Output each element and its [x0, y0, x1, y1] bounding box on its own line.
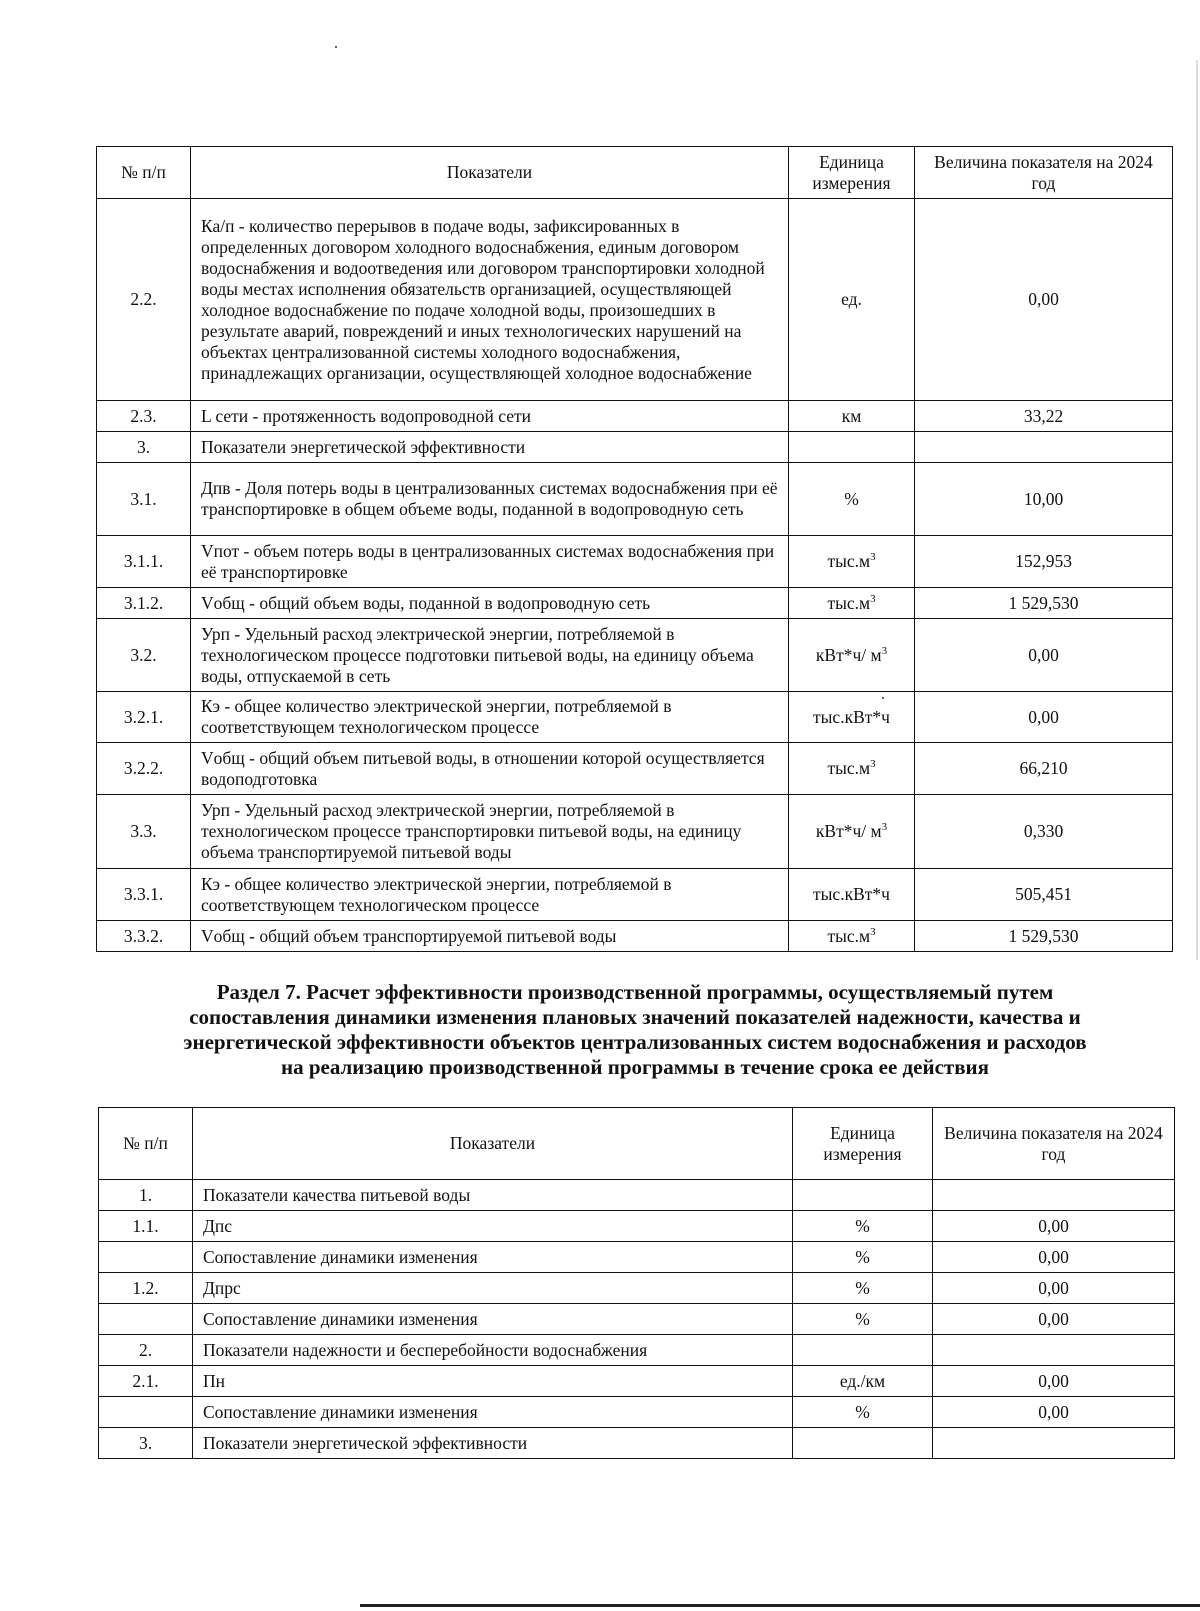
row-value: 10,00	[915, 463, 1173, 536]
row-text: Показатели надежности и бесперебойности водоснабжения	[193, 1335, 793, 1366]
row-num: 3.	[99, 1428, 193, 1459]
efficiency-table	[98, 1107, 1175, 1459]
row-text: Vобщ - общий объем питьевой воды, в отношении которой осуществляется водоподготовка	[191, 743, 789, 795]
row-text: Кэ - общее количество электрической энергии, потребляемой в соответствующем технологическом процессе	[191, 869, 789, 921]
row-unit	[793, 1180, 933, 1211]
header-num: № п/п	[99, 1108, 193, 1180]
row-value: 33,22	[915, 401, 1173, 432]
unit-sup: 3	[870, 758, 876, 771]
row-unit	[789, 692, 915, 743]
unit-sup: 3	[870, 551, 876, 564]
unit-text: тыс.м	[827, 925, 871, 946]
header-num: № п/п	[97, 147, 191, 199]
row-num	[99, 1304, 193, 1335]
row-value: 0,00	[915, 619, 1173, 692]
table-row	[99, 1304, 1175, 1335]
row-num: 3.2.	[97, 619, 191, 692]
row-text: Сопоставление динамики изменения	[193, 1397, 793, 1428]
unit-text: кВт*ч/ м	[815, 821, 882, 841]
row-num: 2.	[99, 1335, 193, 1366]
row-unit	[789, 869, 915, 921]
row-num: 3.	[97, 432, 191, 463]
row-num	[99, 1397, 193, 1428]
row-num: 3.2.1.	[97, 692, 191, 743]
row-value: 0,00	[933, 1242, 1175, 1273]
row-value: 0,00	[915, 199, 1173, 401]
table-row	[97, 869, 1173, 921]
row-value	[915, 432, 1173, 463]
row-value: 0,00	[933, 1366, 1175, 1397]
row-value: 0,00	[933, 1397, 1175, 1428]
row-text: Сопоставление динамики изменения	[193, 1304, 793, 1335]
table-row	[99, 1335, 1175, 1366]
row-value: 505,451	[915, 869, 1173, 921]
table-row	[99, 1211, 1175, 1242]
heading-line: Раздел 7. Расчет эффективности производственной программы, осуществляемый путем	[216, 980, 1054, 1004]
unit-text: тыс.м	[827, 758, 871, 778]
row-unit	[789, 921, 915, 952]
table-row	[97, 692, 1173, 743]
row-text: Показатели энергетической эффективности	[193, 1428, 793, 1459]
row-unit	[793, 1428, 933, 1459]
header-value: Величина показателя на 2024 год	[915, 147, 1173, 199]
table-row	[99, 1242, 1175, 1273]
row-num: 3.3.	[97, 795, 191, 869]
row-unit	[789, 795, 915, 869]
row-unit: %	[793, 1211, 933, 1242]
header-unit: Единица измерения	[789, 147, 915, 199]
row-unit	[789, 432, 915, 463]
row-text: Урп - Удельный расход электрической энергии, потребляемой в технологическом процессе подготовки питьевой воды, на единицу объема воды, отпускаемой в сеть	[191, 619, 789, 692]
table-row	[97, 199, 1173, 401]
table-row	[97, 432, 1173, 463]
unit-text: км	[841, 405, 862, 426]
row-unit: ед./км	[793, 1366, 933, 1397]
row-value	[933, 1180, 1175, 1211]
table-row	[97, 536, 1173, 588]
row-value: 0,00	[933, 1211, 1175, 1242]
row-text: Vобщ - общий объем воды, поданной в водопроводную сеть	[191, 588, 789, 619]
table-row	[97, 401, 1173, 432]
row-num: 3.1.2.	[97, 588, 191, 619]
row-text: Урп - Удельный расход электрической энергии, потребляемой в технологическом процессе транспортировки питьевой воды, на единицу объема транспортируемой питьевой воды	[191, 795, 789, 869]
header-indicator: Показатели	[191, 147, 789, 199]
row-text: Сопоставление динамики изменения	[193, 1242, 793, 1273]
row-text: Дпс	[193, 1211, 793, 1242]
row-unit	[789, 199, 915, 401]
row-unit	[789, 536, 915, 588]
row-text: Показатели качества питьевой воды	[193, 1180, 793, 1211]
row-value: 1 529,530	[915, 588, 1173, 619]
row-num: 3.1.	[97, 463, 191, 536]
scan-edge-shadow	[1196, 60, 1198, 960]
row-unit	[789, 619, 915, 692]
table-row	[97, 795, 1173, 869]
header-value: Величина показателя на 2024 год	[933, 1108, 1175, 1180]
row-unit	[789, 463, 915, 536]
row-unit	[789, 401, 915, 432]
table-row	[99, 1428, 1175, 1459]
row-unit: %	[793, 1273, 933, 1304]
row-num: 3.3.2.	[97, 921, 191, 952]
row-num: 3.1.1.	[97, 536, 191, 588]
heading-line: на реализацию производственной программы в течение срока ее действия	[280, 1055, 990, 1079]
indicators-table	[96, 146, 1173, 952]
row-text: Vобщ - общий объем транспортируемой питьевой воды	[191, 921, 789, 952]
row-value: 66,210	[915, 743, 1173, 795]
row-text: Кэ - общее количество электрической энергии, потребляемой в соответствующем технологическом процессе	[191, 692, 789, 743]
row-value: 0,00	[933, 1273, 1175, 1304]
table-row	[99, 1180, 1175, 1211]
table-row	[97, 588, 1173, 619]
row-text: L сети - протяженность водопроводной сети	[191, 401, 789, 432]
row-num: 1.1.	[99, 1211, 193, 1242]
row-text: Показатели энергетической эффективности	[191, 432, 789, 463]
row-value: 1 529,530	[915, 921, 1173, 952]
row-text: Дпв - Доля потерь воды в централизованных системах водоснабжения при её транспортировке в общем объеме воды, поданной в водопроводную сеть	[191, 463, 789, 536]
row-num	[99, 1242, 193, 1273]
table-row	[99, 1273, 1175, 1304]
section-7-heading	[96, 980, 1174, 1080]
unit-text: ед.	[841, 289, 862, 309]
table-row	[97, 743, 1173, 795]
row-unit: %	[793, 1242, 933, 1273]
table-row	[97, 619, 1173, 692]
row-text: Дпрс	[193, 1273, 793, 1304]
unit-text: тыс.м	[827, 592, 871, 613]
row-num: 3.3.1.	[97, 869, 191, 921]
row-num: 1.2.	[99, 1273, 193, 1304]
scan-speck	[335, 46, 337, 48]
unit-sup: 3	[870, 925, 876, 938]
table-row	[99, 1366, 1175, 1397]
row-unit	[789, 588, 915, 619]
header-unit: Единица измерения	[793, 1108, 933, 1180]
row-num: 2.2.	[97, 199, 191, 401]
row-num: 2.3.	[97, 401, 191, 432]
unit-sup: 3	[881, 644, 888, 657]
row-value	[933, 1428, 1175, 1459]
row-num: 3.2.2.	[97, 743, 191, 795]
unit-text: кВт*ч/ м	[815, 644, 882, 665]
unit-text: %	[844, 488, 859, 509]
unit-text: тыс.м	[827, 551, 871, 571]
table-header-row	[97, 147, 1173, 199]
row-value: 0,330	[915, 795, 1173, 869]
table-row	[97, 463, 1173, 536]
table-row	[97, 921, 1173, 952]
row-unit	[789, 743, 915, 795]
heading-line: сопоставления динамики изменения плановых значений показателей надежности, качества и	[189, 1005, 1081, 1029]
row-value: 0,00	[933, 1304, 1175, 1335]
row-text: Ка/п - количество перерывов в подаче воды, зафиксированных в определенных договором холодного водоснабжения, единым договором водоснабжения и водоотведения или договором транспортировки холодной воды местах исполнения обязательств организацией, осуществляющей холодное водоснабжение по подаче холодной воды, произошедших в результате аварий, повреждений и иных технологических нарушений на объектах централизованной системы холодного водоснабжения, принадлежащих организации, осуществляющей холодное водоснабжение	[191, 199, 789, 401]
unit-sup: 3	[881, 821, 888, 834]
unit-text: тыс.кВт*ч	[813, 884, 890, 904]
row-value: 0,00	[915, 692, 1173, 743]
row-value	[933, 1335, 1175, 1366]
row-text: Vпот - объем потерь воды в централизованных системах водоснабжения при её транспортировке	[191, 536, 789, 588]
unit-text: тыс.кВт*ч	[813, 706, 890, 727]
row-value: 152,953	[915, 536, 1173, 588]
row-unit	[793, 1335, 933, 1366]
table-row	[99, 1397, 1175, 1428]
row-text: Пн	[193, 1366, 793, 1397]
table-header-row	[99, 1108, 1175, 1180]
row-num: 1.	[99, 1180, 193, 1211]
header-indicator: Показатели	[193, 1108, 793, 1180]
row-num: 2.1.	[99, 1366, 193, 1397]
unit-sup: 3	[870, 592, 876, 605]
scan-bottom-edge	[360, 1604, 1200, 1607]
heading-line: энергетической эффективности объектов централизованных систем водоснабжения и расходов	[183, 1030, 1087, 1054]
row-unit: %	[793, 1304, 933, 1335]
row-unit: %	[793, 1397, 933, 1428]
